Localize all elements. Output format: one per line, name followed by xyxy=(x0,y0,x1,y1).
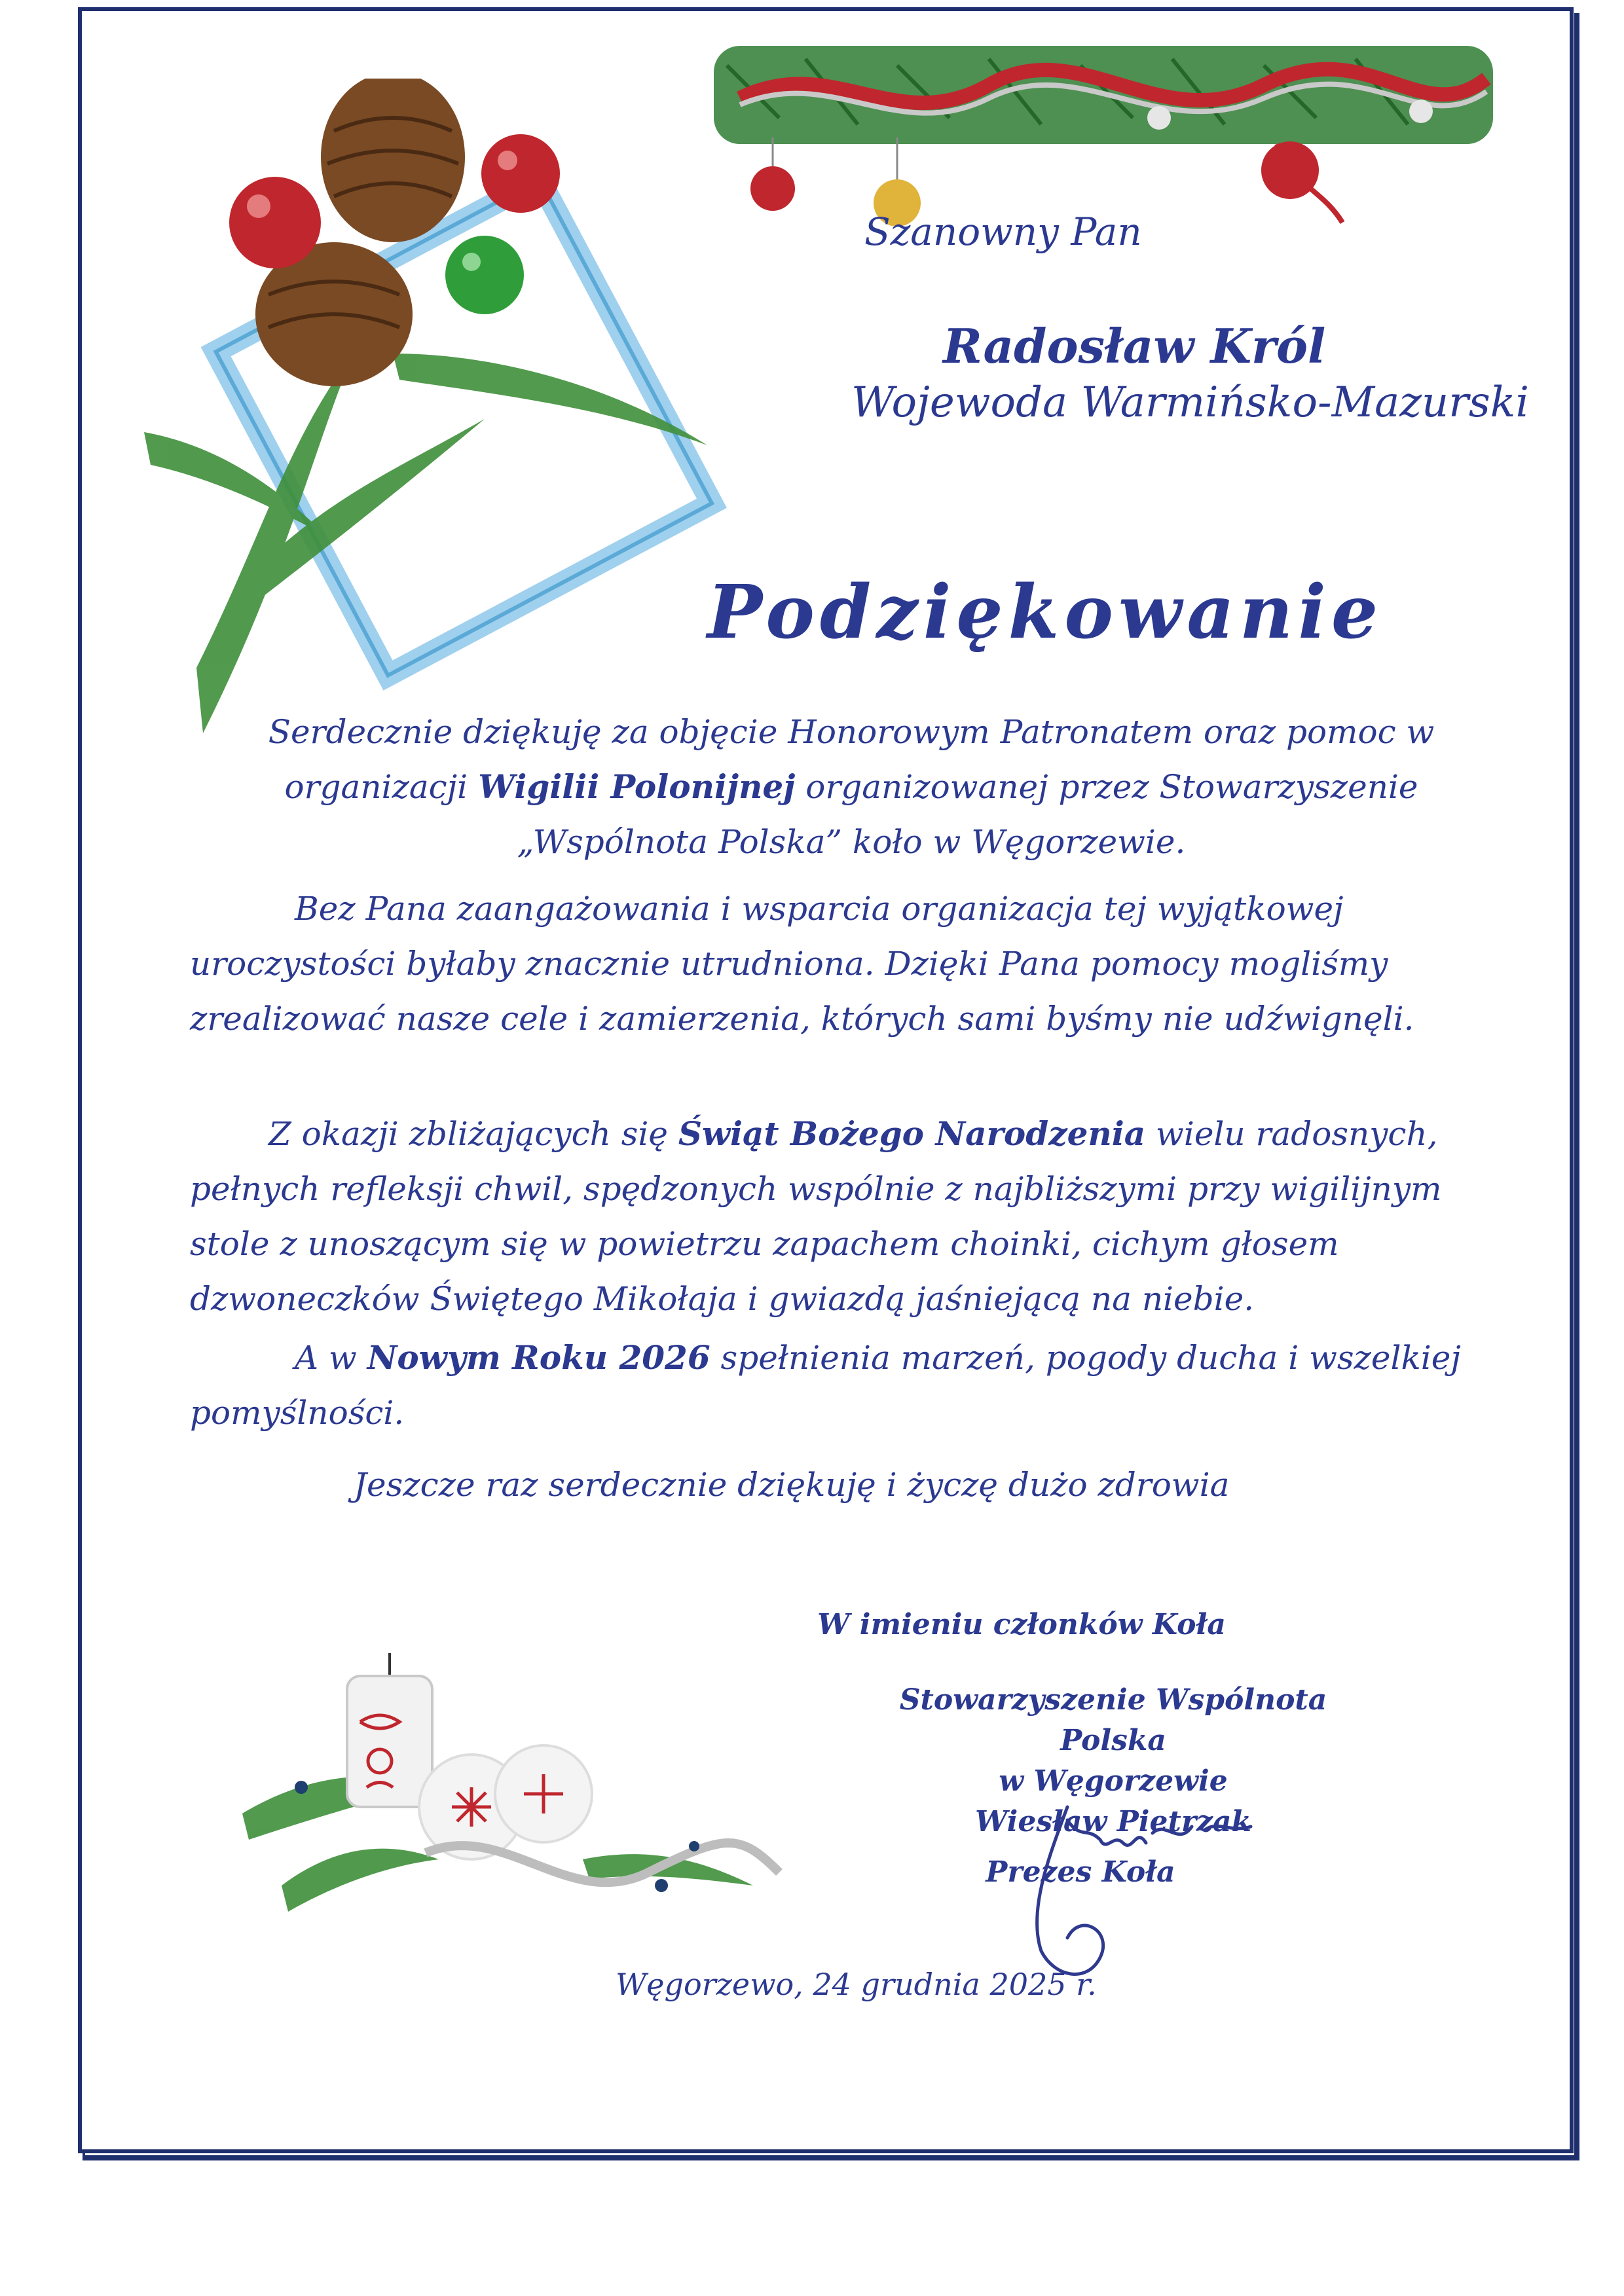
signatory-position: Prezes Koła xyxy=(986,1855,1175,1889)
paragraph-text: Serdecznie dziękuję za objęcie Honorowym Patronatem oraz pomoc w organizacji xyxy=(268,713,1435,806)
organization-location: w Węgorzewie xyxy=(999,1764,1228,1798)
handwritten-signature xyxy=(969,1781,1257,1990)
paragraph-new-year-wishes xyxy=(190,1330,1500,1440)
event-name: Wigilii Polonijnej xyxy=(478,767,796,806)
place-and-date: Węgorzewo, 24 grudnia 2025 r. xyxy=(616,1967,1097,2002)
paragraph-support: Bez Pana zaangażowania i wsparcia organizacja tej wyjątkowej uroczystości byłaby znacznie utrudniona. Dzięki Pana pomocy mogliśmy zrealizować nasze cele i zamierzenia, których sami byśmy nie udźwignęli. xyxy=(190,890,1414,1038)
recipient-role: Wojewoda Warmińsko-Mazurski xyxy=(851,378,1529,427)
garland-decoration xyxy=(701,39,1500,236)
paragraph-christmas-wishes xyxy=(190,1106,1500,1326)
pinecone-frame-decoration xyxy=(118,79,805,799)
recipient-salutation: Szanowny Pan xyxy=(864,210,1142,254)
document-title: Podziękowanie xyxy=(707,570,1384,655)
paragraph-text: spełnienia marzeń, pogody ducha i wszelkiej pomyślności. xyxy=(190,1339,1461,1432)
paragraph-text: A w xyxy=(295,1339,367,1377)
recipient-name: Radosław Król xyxy=(943,318,1326,374)
new-year: Nowym Roku 2026 xyxy=(367,1338,710,1377)
paragraph-closing: Jeszcze raz serdecznie dziękuję i życzę dużo zdrowia xyxy=(354,1466,1230,1504)
signature-on-behalf: W imieniu członków Koła xyxy=(817,1608,1226,1641)
signatory-name: Wiesław Pietrzak xyxy=(974,1805,1252,1838)
paragraph-text: wielu radosnych, pełnych refleksji chwil, spędzonych wspólnie z najbliższymi przy wigilijnym stole z unoszącym się w powietrzu zapachem choinki, cichym głosem dzwoneczków Świętego Mikołaja i gwiazdą jaśniejącą na niebie. xyxy=(190,1115,1442,1318)
paragraph-text: organizowanej przez Stowarzyszenie „Wspólnota Polska” koło w Węgorzewie. xyxy=(517,768,1418,861)
paragraph-thanks xyxy=(203,704,1500,869)
paragraph-text: Z okazji zbliżających się xyxy=(268,1115,678,1153)
candle-ornaments-decoration xyxy=(229,1637,805,1944)
organization-name: Stowarzyszenie Wspólnota Polska xyxy=(899,1683,1327,1757)
holiday-name: Świąt Bożego Narodzenia xyxy=(678,1114,1146,1153)
